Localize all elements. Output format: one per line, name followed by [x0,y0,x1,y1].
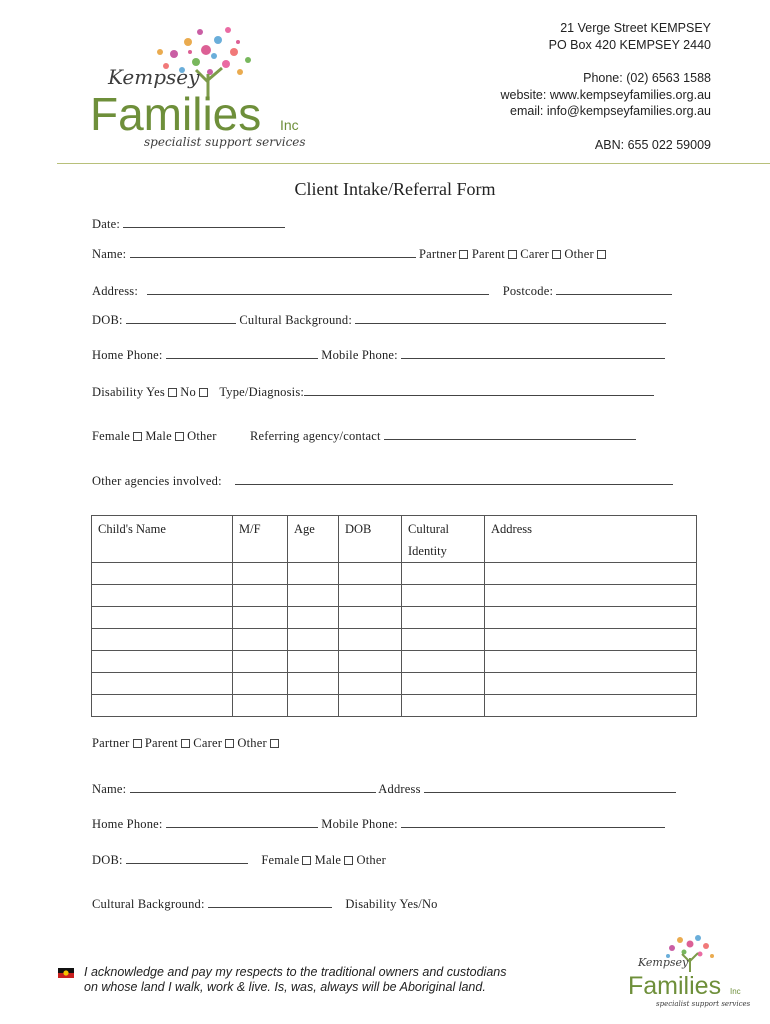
partner-other-label: Other [356,853,386,867]
partner-cultural-row [92,896,438,912]
partner-label: Partner [418,247,457,261]
other2-label: Other [237,736,267,750]
tree-logo-icon [88,22,318,152]
header-divider [57,163,770,164]
male-checkbox[interactable] [175,432,184,441]
name-label: Name: [92,247,127,261]
table-row[interactable] [92,607,697,629]
col-cultural-identity: Cultural Identity [402,516,485,563]
date-row [92,216,285,232]
cultural-background-field[interactable] [355,312,666,324]
contact-block [501,20,712,153]
partner-female-checkbox[interactable] [302,856,311,865]
svg-text:Kempsey: Kempsey [638,956,689,969]
partner-checkbox[interactable] [459,250,468,259]
phone-line: Phone: (02) 6563 1588 [583,71,711,85]
cultural-background-label: Cultural Background: [239,313,352,327]
referring-agency-field[interactable] [384,428,636,440]
table-row[interactable] [92,585,697,607]
other-agencies-field[interactable] [235,473,673,485]
partner-female-label: Female [261,853,300,867]
partner-mobile-phone-field[interactable] [401,816,665,828]
partner-home-phone-field[interactable] [166,816,318,828]
phone-row [92,347,665,363]
name-row [92,246,606,262]
svg-text:Families: Families [90,88,262,140]
partner-dob-field[interactable] [126,852,248,864]
col-mf: M/F [233,516,288,563]
female-label: Female [92,429,130,443]
partner-address-label: Address [378,782,421,796]
address-row [92,283,672,299]
acknowledgement-text [84,965,506,994]
parent-checkbox[interactable] [508,250,517,259]
partner-name-row [92,781,676,797]
type-diagnosis-label: Type/Diagnosis: [219,385,305,399]
other-checkbox[interactable] [597,250,606,259]
other-agencies-label: Other agencies involved: [92,474,222,488]
partner-dob-label: DOB: [92,853,123,867]
svg-text:Families: Families [628,972,722,1000]
postcode-label: Postcode: [502,284,554,298]
postcode-field[interactable] [556,283,672,295]
svg-text:Inc: Inc [730,987,741,996]
svg-text:Kempsey: Kempsey [108,65,200,89]
partner-dob-row [92,852,386,868]
table-row[interactable] [92,563,697,585]
aboriginal-flag-icon [58,965,74,975]
table-header-row [92,516,697,563]
svg-text:specialist support services: specialist support services [656,1000,751,1008]
disability-row [92,384,654,400]
home-phone-label: Home Phone: [92,348,163,362]
dob-row [92,312,666,328]
partner-name-field[interactable] [130,781,376,793]
type-diagnosis-field[interactable] [304,384,654,396]
table-row[interactable] [92,673,697,695]
parent2-label: Parent [144,736,178,750]
referring-agency-label: Referring agency/contact [249,429,381,443]
carer2-checkbox[interactable] [225,739,234,748]
female-checkbox[interactable] [133,432,142,441]
carer2-label: Carer [193,736,223,750]
col-childs-name: Child's Name [92,516,233,563]
date-label: Date: [92,217,121,231]
kempsey-families-logo [88,22,318,152]
male-label: Male [145,429,172,443]
other-label: Other [564,247,594,261]
abn-line: ABN: 655 022 59009 [594,137,711,152]
dob-label: DOB: [92,313,123,327]
partner-phone-row [92,816,665,832]
page-title: Client Intake/Referral Form [294,179,496,199]
parent-label: Parent [471,247,505,261]
email-line[interactable]: email: info@kempseyfamilies.org.au [510,104,711,118]
disability-no-checkbox[interactable] [199,388,208,397]
partner-cultural-field[interactable] [208,896,332,908]
partner-home-phone-label: Home Phone: [92,817,163,831]
partner-male-label: Male [314,853,342,867]
tree-logo-small-icon [626,930,751,1010]
dob-field[interactable] [126,312,236,324]
partner-address-field[interactable] [424,781,676,793]
mobile-phone-label: Mobile Phone: [321,348,398,362]
name-field[interactable] [130,246,416,258]
acknowledgement-line-1: I acknowledge and pay my respects to the traditional owners and custodians [84,965,507,979]
carer-checkbox[interactable] [552,250,561,259]
kempsey-families-logo-small [626,930,751,1010]
other-agencies-row [92,473,673,489]
mobile-phone-field[interactable] [401,347,665,359]
children-table [91,515,697,717]
svg-text:specialist support services: specialist support services [144,135,306,149]
col-dob: DOB [339,516,402,563]
table-row[interactable] [92,629,697,651]
col-age: Age [288,516,339,563]
col-address: Address [485,516,697,563]
disability-label: Disability Yes [92,385,165,399]
partner-disability-label: Disability Yes/No [345,897,438,911]
partner-mobile-phone-label: Mobile Phone: [321,817,398,831]
gender-row [92,428,636,444]
table-row[interactable] [92,695,697,717]
website-line[interactable]: website: www.kempseyfamilies.org.au [500,87,711,102]
partner-role-row [92,736,279,751]
disability-yes-checkbox[interactable] [168,388,177,397]
partner2-checkbox[interactable] [133,739,142,748]
address-field[interactable] [147,283,489,295]
address-line: 21 Verge Street KEMPSEY [560,21,711,35]
parent2-checkbox[interactable] [181,739,190,748]
no-label: No [180,385,196,399]
address-label: Address: [92,284,139,298]
partner-cultural-label: Cultural Background: [92,897,205,911]
other2-checkbox[interactable] [270,739,279,748]
partner-male-checkbox[interactable] [344,856,353,865]
carer-label: Carer [520,247,550,261]
svg-text:Inc: Inc [280,117,299,133]
partner-name-label: Name: [92,782,127,796]
acknowledgement-line-2: on whose land I walk, work & live. Is, was, always will be Aboriginal land. [84,979,486,994]
date-field[interactable] [123,216,285,228]
home-phone-field[interactable] [166,347,318,359]
partner2-label: Partner [92,736,130,750]
po-box-line: PO Box 420 KEMPSEY 2440 [548,37,711,52]
table-row[interactable] [92,651,697,673]
other-gender-label: Other [187,429,217,443]
